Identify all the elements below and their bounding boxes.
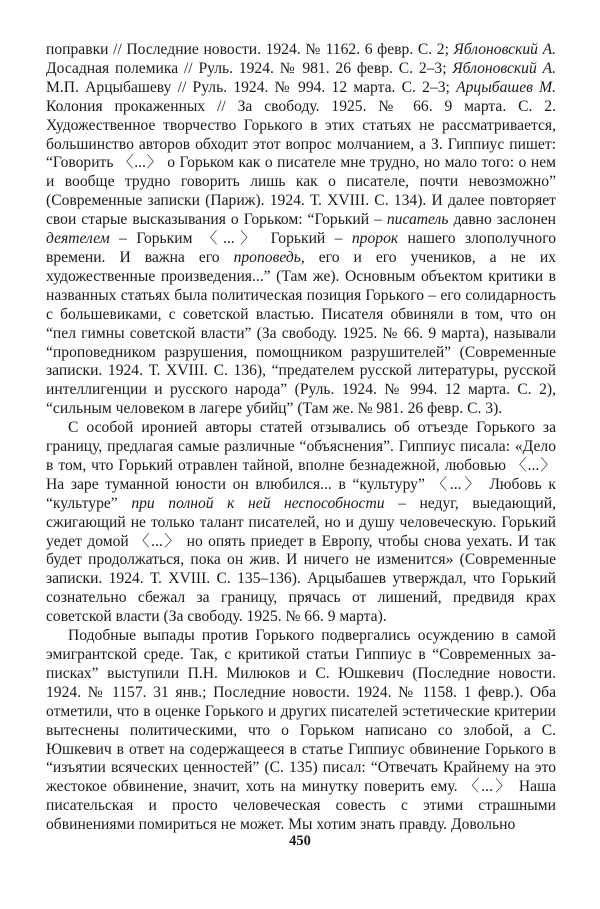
- italic-run: при полной к ней неспособности: [131, 494, 385, 512]
- text-run: – Горьким 〈...〉 Горький –: [109, 230, 352, 248]
- italic-run: писатель: [386, 211, 449, 229]
- page-number: 450: [289, 833, 311, 849]
- text-run: давно заслонен: [448, 211, 556, 229]
- italic-run: Арцыбашев М.: [456, 78, 556, 96]
- text-run: Подобные выпады против Горького подвергались осуждению в самой эмигрантской среде. Так, с критикой статьи Гиппиус в “Современных записках” выступили П.Н. Милюков и С. Юшкевич (Последние новости. 1924. № 1157. 31 янв.; Последние новости. 1924. № 1158. 1 февр.). Оба отметили, что в оценке Горького и других писателей эстетические критерии вытеснены политическими, что о Горьком написано со злобой, а С. Юшкевич в ответ на содержащееся в статье Гиппиус обвинение Горького в “изъятии всяческих ценностей” (С. 135) писал: “Отвечать Крайнему на это жестокое обвинение, значит, хоть на минутку поверить ему. 〈...〉 Наша писательская и просто человеческая совесть с этими страшными обвинениями помириться не может. Мы хотим знать правду. Довольно: [46, 627, 556, 834]
- text-run: М.П. Арцыбашеву // Руль. 1924. № 994. 12 марта. С. 2–3;: [46, 78, 457, 96]
- italic-run: пророк: [351, 230, 399, 248]
- italic-run: Яблоновский А.: [452, 59, 557, 77]
- paragraph-3: [46, 627, 556, 835]
- italic-run: проповедь: [233, 248, 301, 266]
- paragraph-1: [46, 41, 556, 419]
- text-run: поправки // Последние новости. 1924. № 1162. 6 февр. С. 2;: [46, 41, 454, 58]
- text-run: Колония прокаженных // За свободу. 1925. № 66. 9 марта. С. 2. Художественное творчество Горького в этих статьях не рассматривается, большинство авторов обходит этот вопрос молчанием, а З. Гиппиус пишет: “Говорить 〈...〉 о Горьком как о писателе мне трудно, но мало того: о нем и вообще трудно говорить лишь как о писателе, почти невозможно” (Современные записки (Париж). 1924. Т. XVIII. С. 134). И далее повторяет свои старые высказывания о Горьком: “Горький –: [46, 97, 556, 229]
- text-run: нашего злополучного времени. И важна его: [46, 230, 557, 266]
- italic-run: деятелем: [46, 230, 110, 248]
- text-run: , его и его учеников, а не их художественные произведения...” (Там же). Основным объектом критики в названных статьях была политическая позиция Горького – его солидарность с большевиками, с советской властью. Писателя обвиняли в том, что он “пел гимны советской власти” (За свободу. 1925. № 66. 9 марта), называли “проповедником разрушения, помощником разрушителей” (Современные записки. 1924. Т. XVIII. С. 136), “предателем русской литературы, русской интеллигенции и русского народа” (Руль. 1924. № 994. 12 марта. С. 2), “сильным человеком в лагере убийц” (Там же. № 981. 26 февр. С. 3).: [46, 248, 556, 418]
- text-run: Досадная полемика // Руль. 1924. № 981. 26 февр. С. 2–3;: [46, 59, 453, 77]
- text-run: – недуг, выедающий, сжигающий не только талант писателей, но и душу человеческую. Горький уедет домой 〈...〉 но опять приедет в Европу, чтобы снова уехать. И так будет продолжаться, пока он жив. И ничего не изменится» (Современные записки. 1924. Т. XVIII. С. 135–136). Арцыбашев утверждал, что Горький сознательно сбежал за границу, прячась от лишений, предвидя крах советской власти (За свободу. 1925. № 66. 9 марта).: [46, 494, 557, 626]
- text-run: С особой иронией авторы статей отзывались об отъезде Горького за границу, предлагая самые различные “объяснения”. Гиппиус писала: «Дело в том, что Горький отравлен тайной, вполне безнадежной, любовью 〈...〉 На заре туманной юности он влюбился... в “культуру” 〈...〉 Любовь к “культуре”: [46, 419, 556, 512]
- paragraph-2: [46, 419, 556, 627]
- page-text: [46, 41, 556, 835]
- italic-run: Яблоновский А.: [453, 41, 556, 58]
